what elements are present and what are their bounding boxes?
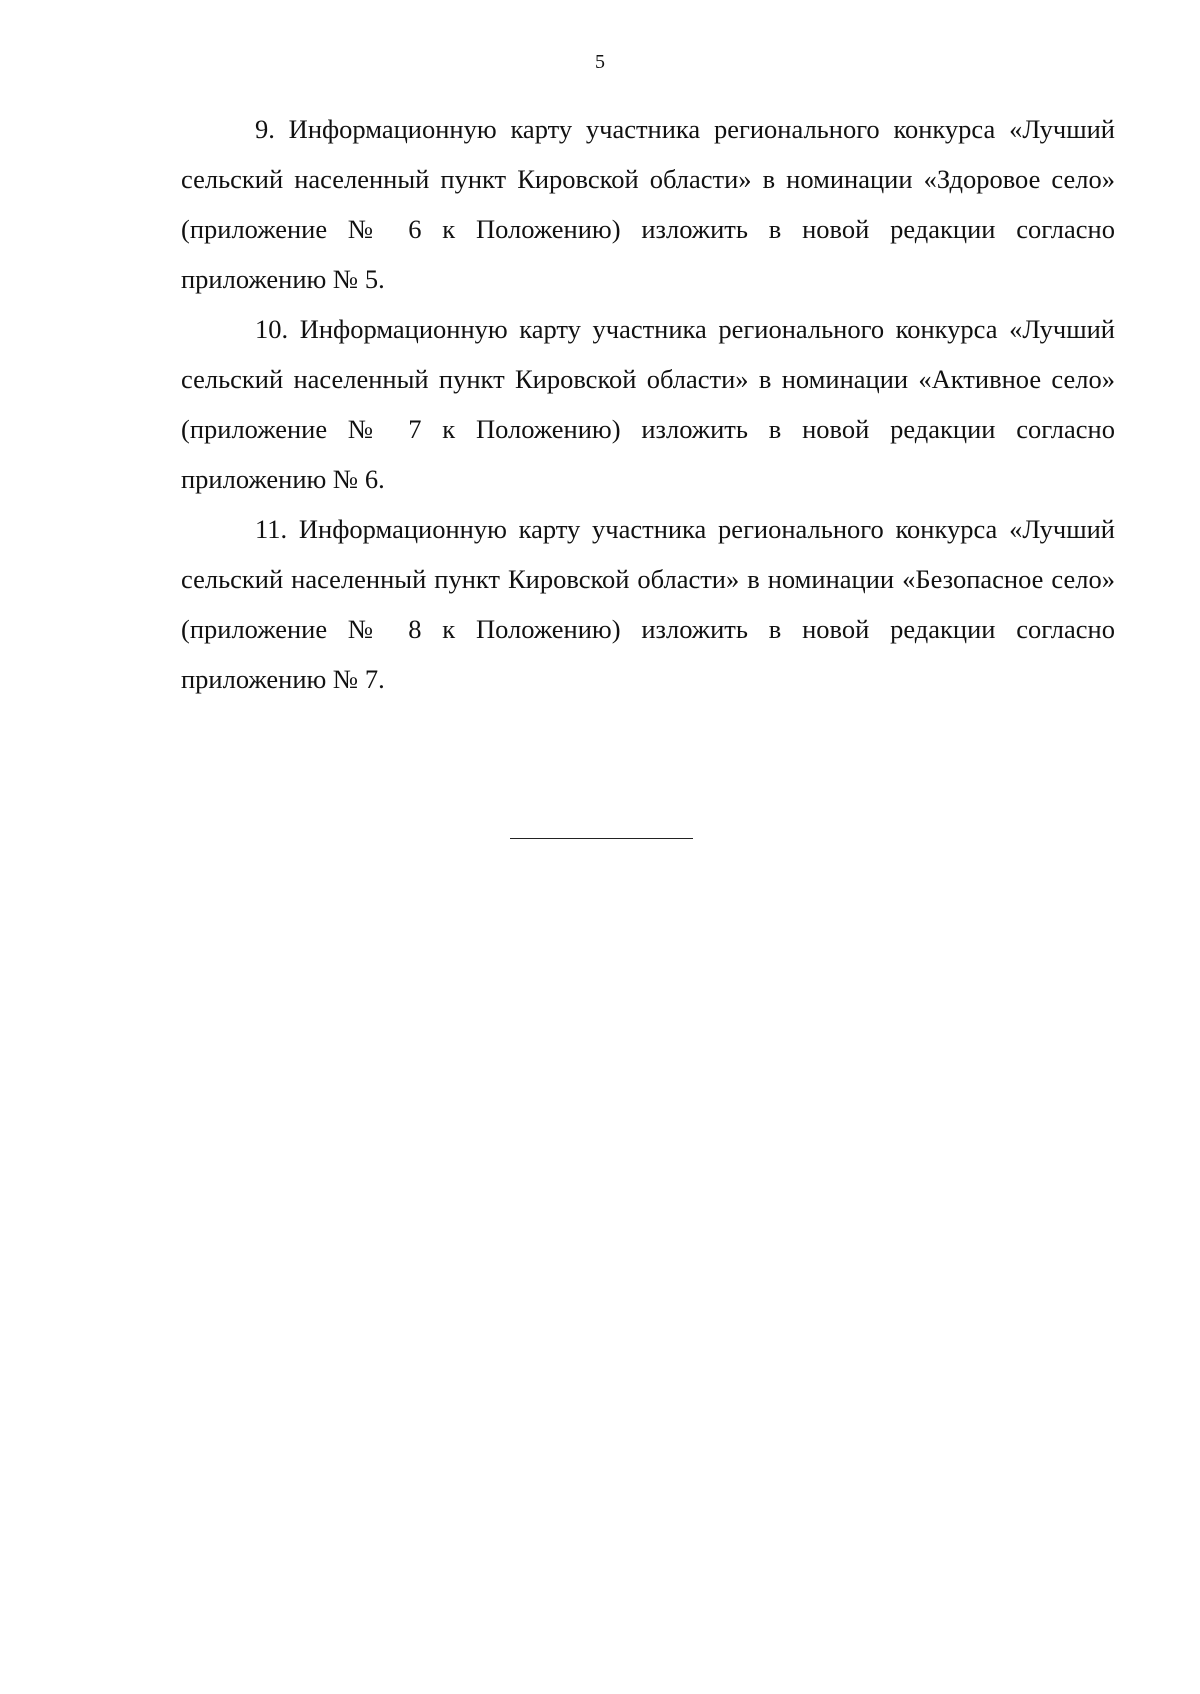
- paragraph-item-10: 10. Информационную карту участника регионального конкурса «Лучший сельский населенный пункт Кировской области» в номинации «Активное село» (приложение № 7 к Положению) изложить в новой редакции согласно приложению № 6.: [181, 314, 1115, 494]
- paragraph-item-11: 11. Информационную карту участника регионального конкурса «Лучший сельский населенный пункт Кировской области» в номинации «Безопасное село» (приложение № 8 к Положению) изложить в новой редакции согласно приложению № 7.: [181, 514, 1115, 694]
- document-body: [181, 104, 1115, 704]
- end-divider-line: [510, 838, 693, 839]
- paragraph-item-9: 9. Информационную карту участника регионального конкурса «Лучший сельский населенный пункт Кировской области» в номинации «Здоровое село» (приложение № 6 к Положению) изложить в новой редакции согласно приложению № 5.: [181, 114, 1115, 294]
- page-number: 5: [595, 51, 605, 73]
